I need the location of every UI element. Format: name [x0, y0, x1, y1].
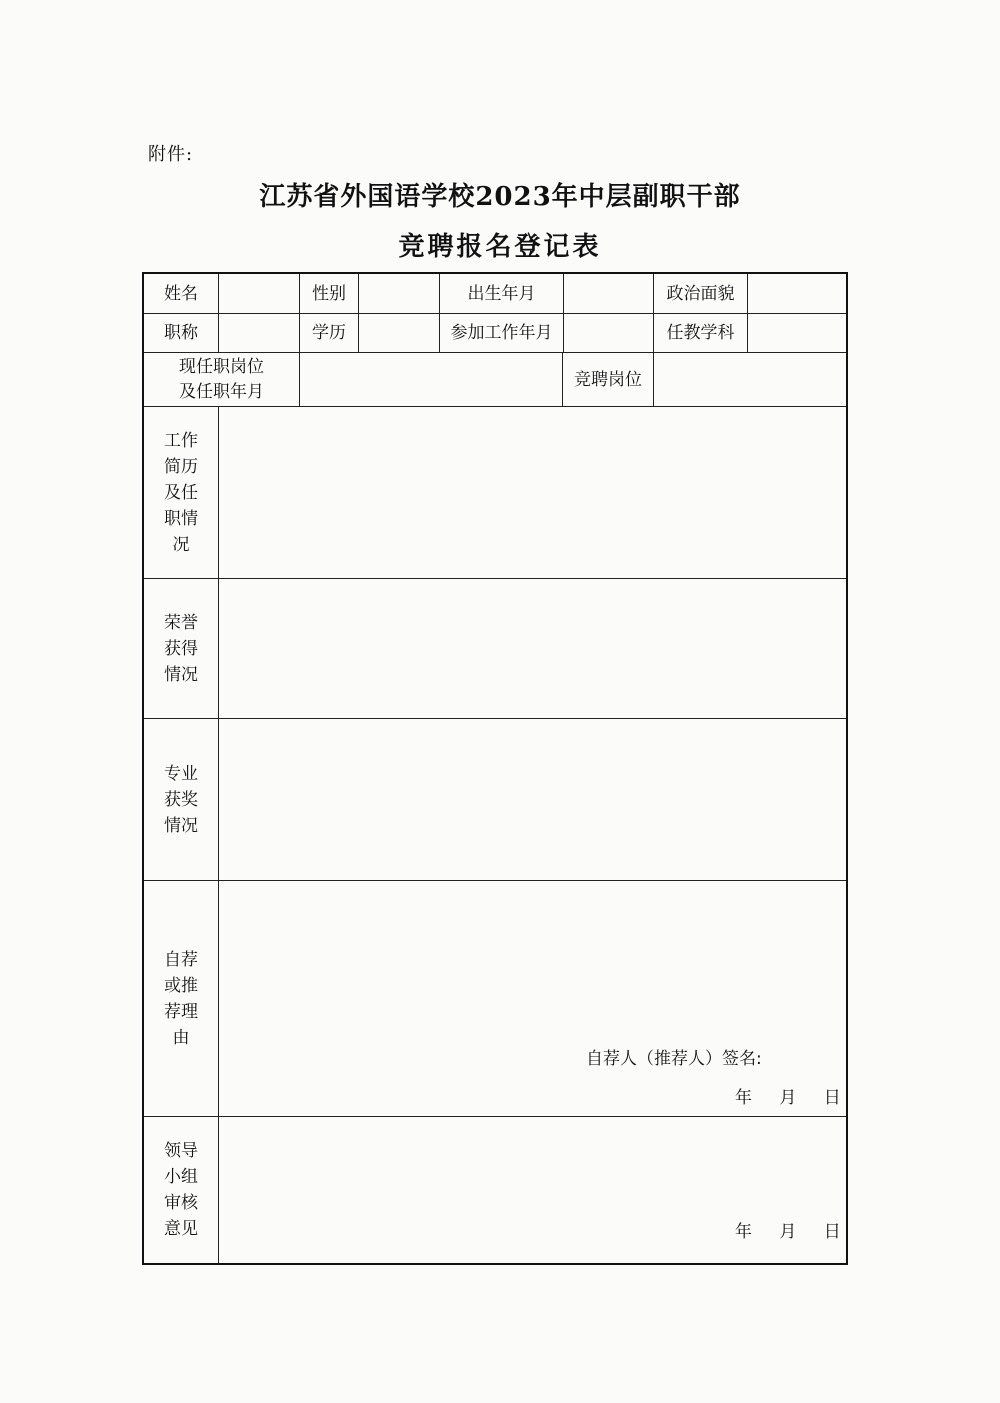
label-political: 政治面貌 [654, 274, 748, 314]
label-subject: 任教学科 [654, 314, 748, 353]
review-date: 年 月 日 [735, 1222, 841, 1242]
label-current-post: 现任职岗位 及任职年月 [144, 353, 300, 407]
recommendation-date: 年 月 日 [735, 1088, 841, 1108]
field-gender[interactable] [359, 274, 440, 314]
field-birth[interactable] [564, 274, 654, 314]
label-name: 姓名 [144, 274, 219, 314]
label-work-start: 参加工作年月 [440, 314, 564, 353]
field-current-post[interactable] [300, 353, 563, 407]
form-title-line1: 江苏省外国语学校2023年中层副职干部 [259, 182, 741, 212]
registration-form-table [142, 272, 848, 1265]
field-target-post[interactable] [654, 353, 846, 407]
label-gender: 性别 [300, 274, 359, 314]
label-work-history: 工作简历及任职情况 [144, 407, 219, 579]
label-title: 职称 [144, 314, 219, 353]
field-education[interactable] [359, 314, 440, 353]
field-name[interactable] [219, 274, 300, 314]
attachment-label: 附件: [148, 144, 194, 165]
form-title-line2: 竞聘报名登记表 [398, 232, 602, 262]
label-honors: 荣誉获得情况 [144, 579, 219, 719]
field-title[interactable] [219, 314, 300, 353]
field-work-history[interactable] [219, 407, 846, 579]
label-awards: 专业获奖情况 [144, 719, 219, 881]
signature-label: 自荐人（推荐人）签名: [586, 1049, 762, 1069]
label-education: 学历 [300, 314, 359, 353]
field-political[interactable] [748, 274, 846, 314]
label-review: 领导小组审核意见 [144, 1117, 219, 1263]
label-birth: 出生年月 [440, 274, 564, 314]
field-work-start[interactable] [564, 314, 654, 353]
field-subject[interactable] [748, 314, 846, 353]
field-honors[interactable] [219, 579, 846, 719]
label-target-post: 竞聘岗位 [563, 353, 654, 407]
field-recommendation[interactable] [219, 881, 846, 1117]
label-recommendation: 自荐或推荐理由 [144, 881, 219, 1117]
field-awards[interactable] [219, 719, 846, 881]
